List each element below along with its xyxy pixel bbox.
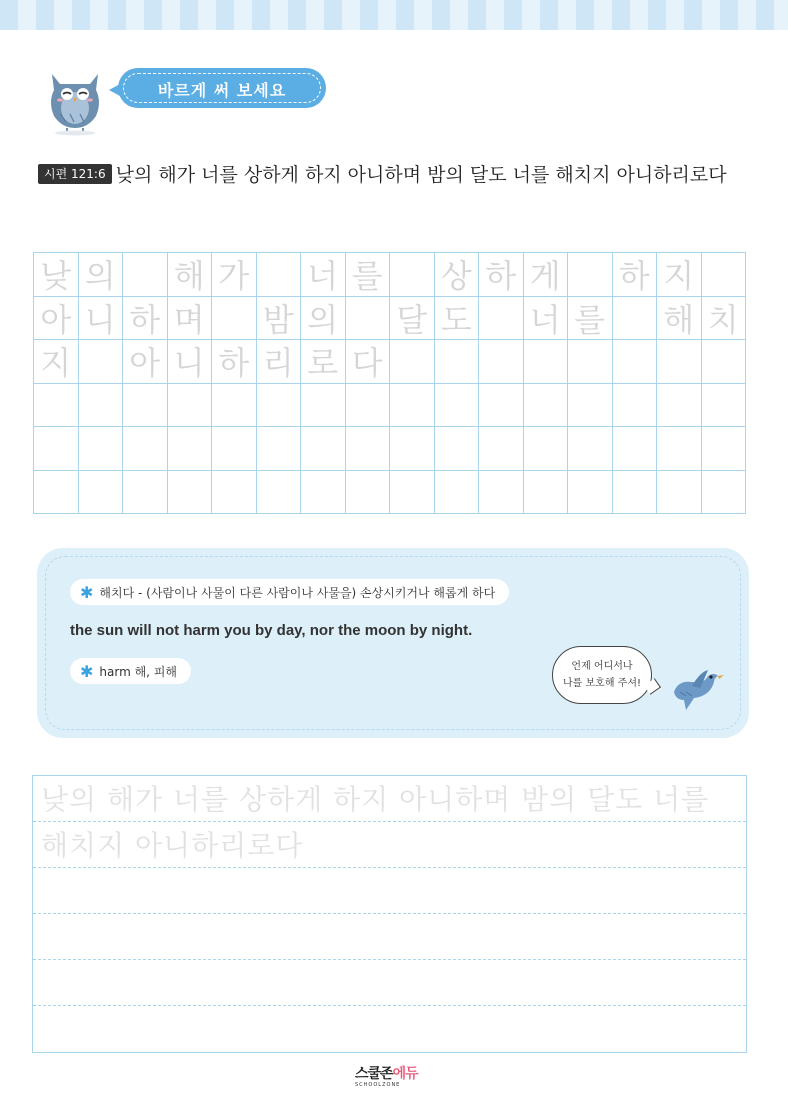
grid-cell: [524, 340, 569, 384]
grid-cell: [568, 471, 613, 515]
grid-cell: [524, 471, 569, 515]
grid-cell: [435, 427, 480, 471]
section-title: 바르게 써 보세요: [157, 81, 287, 100]
grid-cell: [479, 340, 524, 384]
grid-cell: 상: [435, 253, 480, 297]
grid-cell: 치: [702, 297, 747, 341]
grid-cell: [346, 297, 391, 341]
grid-cell: [479, 427, 524, 471]
grid-cell: [257, 253, 302, 297]
grid-cell: 달: [390, 297, 435, 341]
grid-cell: [390, 471, 435, 515]
tracing-line: [33, 1006, 746, 1051]
grid-cell: [34, 471, 79, 515]
grid-cell: 니: [79, 297, 124, 341]
grid-cell: 해: [657, 297, 702, 341]
grid-cell: [613, 340, 658, 384]
grid-cell: [34, 384, 79, 428]
grid-cell: [702, 427, 747, 471]
grid-cell: [390, 253, 435, 297]
grid-cell: 도: [435, 297, 480, 341]
grid-cell: [702, 340, 747, 384]
grid-cell: 지: [657, 253, 702, 297]
grid-cell: [34, 427, 79, 471]
grid-cell: 낮: [34, 253, 79, 297]
section-title-bubble: [118, 68, 326, 108]
grid-cell: [524, 427, 569, 471]
grid-cell: 의: [301, 297, 346, 341]
grid-cell: [702, 471, 747, 515]
grid-cell: [212, 427, 257, 471]
grid-cell: [657, 384, 702, 428]
tracing-lines: [32, 775, 747, 1053]
grid-cell: [123, 471, 168, 515]
bird-icon: [664, 662, 724, 716]
grid-cell: [79, 340, 124, 384]
grid-cell: [390, 427, 435, 471]
grid-cell: [479, 471, 524, 515]
grid-cell: [79, 427, 124, 471]
grid-cell: 너: [524, 297, 569, 341]
word-pill: [70, 658, 191, 684]
grid-cell: [568, 253, 613, 297]
grid-cell: 가: [212, 253, 257, 297]
grid-cell: [212, 297, 257, 341]
grid-cell: [301, 384, 346, 428]
vocabulary-box: [37, 548, 749, 738]
grid-cell: [346, 471, 391, 515]
grid-row: [34, 427, 746, 471]
grid-cell: [346, 427, 391, 471]
grid-cell: [435, 471, 480, 515]
grid-cell: 로: [301, 340, 346, 384]
grid-cell: [613, 471, 658, 515]
grid-row: [34, 340, 746, 384]
grid-cell: 해: [168, 253, 213, 297]
grid-cell: [568, 340, 613, 384]
grid-cell: [479, 297, 524, 341]
grid-cell: [168, 384, 213, 428]
grid-cell: [346, 384, 391, 428]
grid-cell: 하: [613, 253, 658, 297]
grid-cell: [123, 427, 168, 471]
grid-cell: [212, 384, 257, 428]
grid-row: [34, 253, 746, 297]
grid-cell: [568, 427, 613, 471]
grid-cell: 밤: [257, 297, 302, 341]
logo-subtext: SCHOOLZONE: [355, 1082, 401, 1088]
logo-wordmark: [355, 1063, 435, 1083]
grid-cell: 하: [212, 340, 257, 384]
owl-mascot-icon: [42, 68, 108, 136]
grid-cell: [168, 427, 213, 471]
verse-text: 낮의 해가 너를 상하게 하지 아니하며 밤의 달도 너를 해치지 아니하리로다: [115, 164, 727, 186]
grid-cell: 를: [568, 297, 613, 341]
grid-cell: 의: [79, 253, 124, 297]
grid-cell: [123, 384, 168, 428]
grid-cell: [702, 253, 747, 297]
tracing-line: [33, 914, 746, 960]
grid-cell: 하: [123, 297, 168, 341]
grid-row: [34, 471, 746, 515]
grid-cell: 니: [168, 340, 213, 384]
grid-cell: [257, 384, 302, 428]
word-text: harm 해, 피해: [99, 664, 177, 679]
grid-cell: [79, 471, 124, 515]
grid-cell: 다: [346, 340, 391, 384]
grid-cell: [79, 384, 124, 428]
tracing-line: 낮의 해가 너를 상하게 하지 아니하며 밤의 달도 너를: [33, 776, 746, 822]
grid-cell: [257, 471, 302, 515]
footer-logo: [355, 1063, 435, 1093]
grid-cell: [168, 471, 213, 515]
grid-cell: [390, 340, 435, 384]
grid-cell: [702, 384, 747, 428]
asterisk-icon: ✱: [80, 582, 94, 602]
top-decorative-strip: [0, 0, 788, 30]
verse-line: [38, 155, 753, 195]
speech-line-2: 나를 보호해 주셔!: [563, 678, 641, 689]
grid-cell: 리: [257, 340, 302, 384]
grid-cell: 를: [346, 253, 391, 297]
writing-practice-grid: [33, 252, 746, 514]
grid-cell: [657, 471, 702, 515]
grid-cell: [212, 471, 257, 515]
grid-cell: [657, 340, 702, 384]
grid-row: [34, 384, 746, 428]
grid-cell: [435, 340, 480, 384]
grid-cell: [257, 427, 302, 471]
speech-line-1: 언제 어디서나: [571, 661, 633, 672]
logo-text: 스쿨존: [355, 1066, 393, 1082]
grid-cell: 아: [123, 340, 168, 384]
logo-edu: 에듀: [392, 1066, 418, 1082]
speech-bubble: [552, 646, 652, 704]
grid-cell: [390, 384, 435, 428]
verse-reference-badge: 시편 121:6: [38, 164, 112, 184]
grid-cell: 며: [168, 297, 213, 341]
grid-cell: [479, 384, 524, 428]
asterisk-icon: ✱: [80, 661, 94, 681]
grid-cell: 지: [34, 340, 79, 384]
grid-cell: [524, 384, 569, 428]
grid-cell: [123, 253, 168, 297]
grid-cell: [613, 384, 658, 428]
grid-cell: 하: [479, 253, 524, 297]
grid-row: [34, 297, 746, 341]
english-translation: the sun will not harm you by day, nor the moon by night.: [70, 622, 473, 639]
grid-cell: [301, 427, 346, 471]
tracing-line: [33, 868, 746, 914]
grid-cell: [613, 297, 658, 341]
grid-cell: [435, 384, 480, 428]
grid-cell: [301, 471, 346, 515]
grid-cell: 아: [34, 297, 79, 341]
grid-cell: 너: [301, 253, 346, 297]
grid-cell: [568, 384, 613, 428]
grid-cell: [613, 427, 658, 471]
grid-cell: [657, 427, 702, 471]
tracing-line: [33, 960, 746, 1006]
tracing-line: 해치지 아니하리로다: [33, 822, 746, 868]
definition-pill: [70, 579, 509, 605]
grid-cell: 게: [524, 253, 569, 297]
definition-text: 해치다 - (사람이나 사물이 다른 사람이나 사물을) 손상시키거나 해롭게 하다: [99, 585, 496, 600]
